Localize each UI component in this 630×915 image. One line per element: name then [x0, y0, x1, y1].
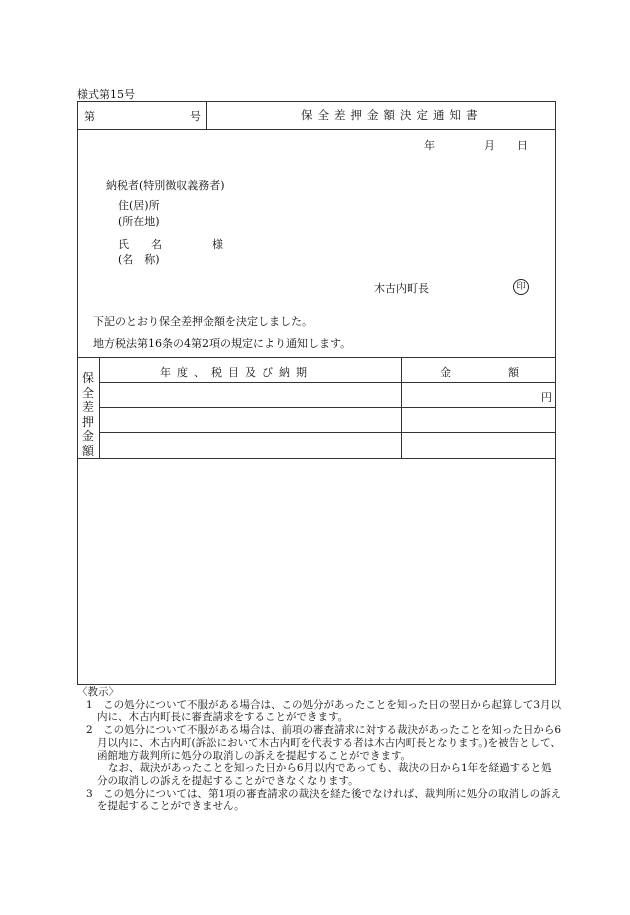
date-month: 月	[484, 139, 495, 152]
name-label: 氏 名	[118, 238, 162, 251]
honorific: 様	[212, 238, 223, 251]
body-line-2: 地方税法第16条の4第2項の規定により通知します。	[93, 337, 352, 350]
notes-section	[77, 686, 562, 813]
table-row-border	[99, 407, 556, 408]
table-row-border	[99, 432, 556, 433]
table-top-border	[77, 357, 556, 358]
page-title: 保全差押金額決定通知書	[301, 108, 483, 122]
note-item: 3 この処分については、第1項の審査請求の裁決を経た後でなければ、裁判所に処分の取消しの訴えを提起することができません。	[86, 787, 562, 813]
table-side-divider	[99, 357, 100, 458]
body-line-1: 下記のとおり保全差押金額を決定しました。	[93, 315, 313, 328]
seal-icon: 印	[513, 279, 529, 295]
header-separator	[206, 101, 207, 129]
column-header-period: 年度、税目及び納期	[160, 366, 313, 379]
table-side-label: 保 全 差 押 金 額	[81, 371, 94, 458]
date-day: 日	[517, 139, 528, 152]
column-header-amount-a: 金	[440, 366, 451, 379]
sender-name: 木古内町長	[374, 282, 429, 295]
name-alt-label: (名 称)	[118, 253, 160, 266]
recipient-label: 納税者(特別徴収義務者)	[106, 179, 225, 192]
header-divider	[77, 129, 556, 130]
amount-unit: 円	[541, 391, 552, 404]
number-suffix: 号	[190, 110, 201, 123]
note-item: 2 この処分について不服がある場合は、前項の審査請求に対する裁決があったことを知った日から6月以内に、木古内町(訴訟において木古内町を代表する者は木古内町長となります。)を被告として、函館地方裁判所に処分の取消しの訴えを提起することができます。	[86, 724, 562, 762]
table-column-divider	[401, 357, 402, 458]
address-alt-label: (所在地)	[118, 215, 160, 228]
date-year: 年	[424, 139, 435, 152]
notes-heading: 〈教示〉	[77, 686, 119, 698]
table-bottom-border	[77, 458, 556, 459]
address-label: 住(居)所	[118, 199, 160, 212]
note-item: なお、裁決があったことを知った日から6月以内であっても、裁決の日から1年を経過すると処分の取消しの訴えを提起することができなくなります。	[97, 762, 552, 787]
table-header-border	[99, 382, 556, 383]
note-item: 1 この処分について不服がある場合は、この処分があったことを知った日の翌日から起算して3月以内に、木古内町長に審査請求をすることができます。	[86, 698, 562, 724]
form-number: 様式第15号	[77, 88, 135, 101]
column-header-amount-b: 額	[508, 366, 519, 379]
number-prefix: 第	[84, 110, 95, 123]
